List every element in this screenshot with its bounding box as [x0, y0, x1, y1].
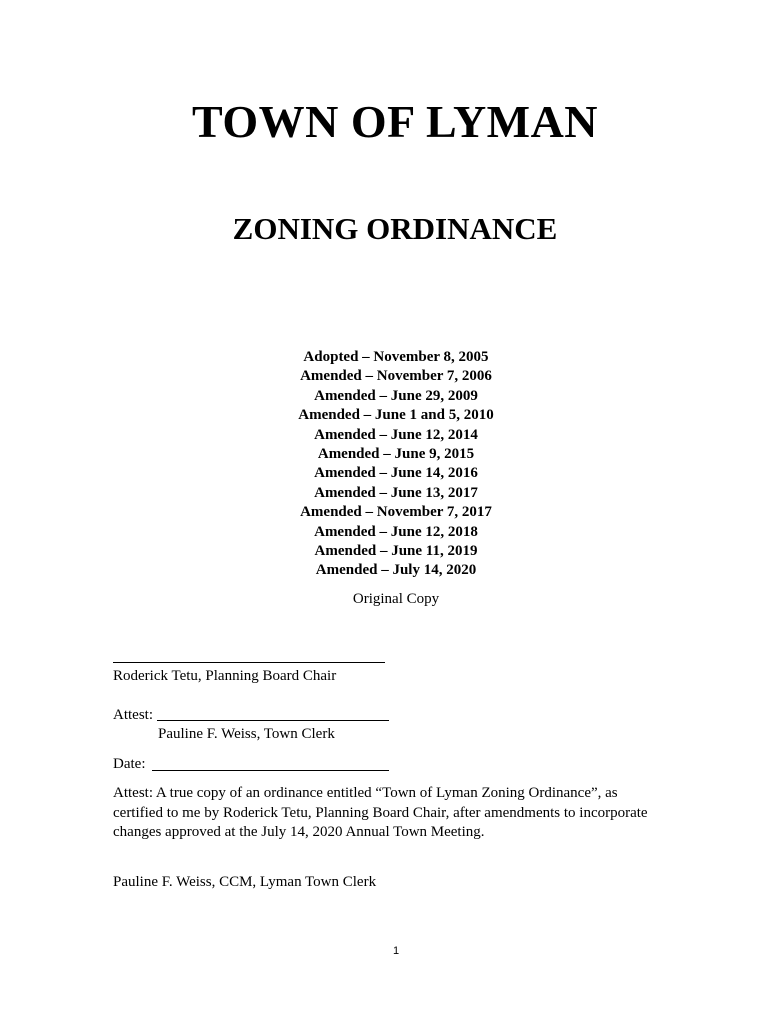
amendment-history-item: Amended – June 1 and 5, 2010: [298, 407, 494, 424]
date-line: [152, 770, 389, 771]
amendment-history-item: Amended – June 14, 2016: [314, 465, 478, 482]
amendment-history-item: Amended – June 12, 2018: [314, 523, 478, 540]
attestation-signer: Pauline F. Weiss, CCM, Lyman Town Clerk: [113, 874, 377, 890]
amendment-history-item: Amended – November 7, 2017: [300, 504, 492, 521]
amendment-history-item: Amended – June 29, 2009: [314, 387, 478, 404]
attest-signature-line: [157, 720, 389, 721]
amendment-history-item: Amended – July 14, 2020: [315, 562, 477, 579]
clerk-signature-caption: Pauline F. Weiss, Town Clerk: [158, 726, 335, 742]
attestation-paragraph: [113, 784, 673, 843]
original-copy-note: Original Copy: [352, 591, 440, 607]
document-title: TOWN OF LYMAN: [191, 96, 599, 147]
chair-signature-caption: Roderick Tetu, Planning Board Chair: [113, 668, 337, 684]
chair-signature-line: [113, 662, 385, 663]
amendment-history-item: Amended – June 11, 2019: [314, 542, 478, 559]
amendment-history-list: [0, 348, 770, 581]
document-subtitle: ZONING ORDINANCE: [232, 211, 558, 246]
amendment-history-item: Adopted – November 8, 2005: [303, 349, 489, 365]
attestation-line: changes approved at the July 14, 2020 Annual Town Meeting.: [113, 824, 485, 840]
date-label: Date:: [113, 756, 146, 772]
page-number: 1: [392, 945, 400, 957]
amendment-history-item: Amended – November 7, 2006: [300, 368, 492, 385]
amendment-history-item: Amended – June 9, 2015: [317, 445, 475, 462]
amendment-history-item: Amended – June 13, 2017: [314, 484, 478, 501]
attestation-line: Attest: A true copy of an ordinance entitled “Town of Lyman Zoning Ordinance”, as: [113, 785, 618, 801]
attestation-line: certified to me by Roderick Tetu, Planning Board Chair, after amendments to incorporate: [113, 804, 648, 821]
attest-label: Attest:: [113, 707, 153, 723]
amendment-history-item: Amended – June 12, 2014: [314, 426, 478, 443]
